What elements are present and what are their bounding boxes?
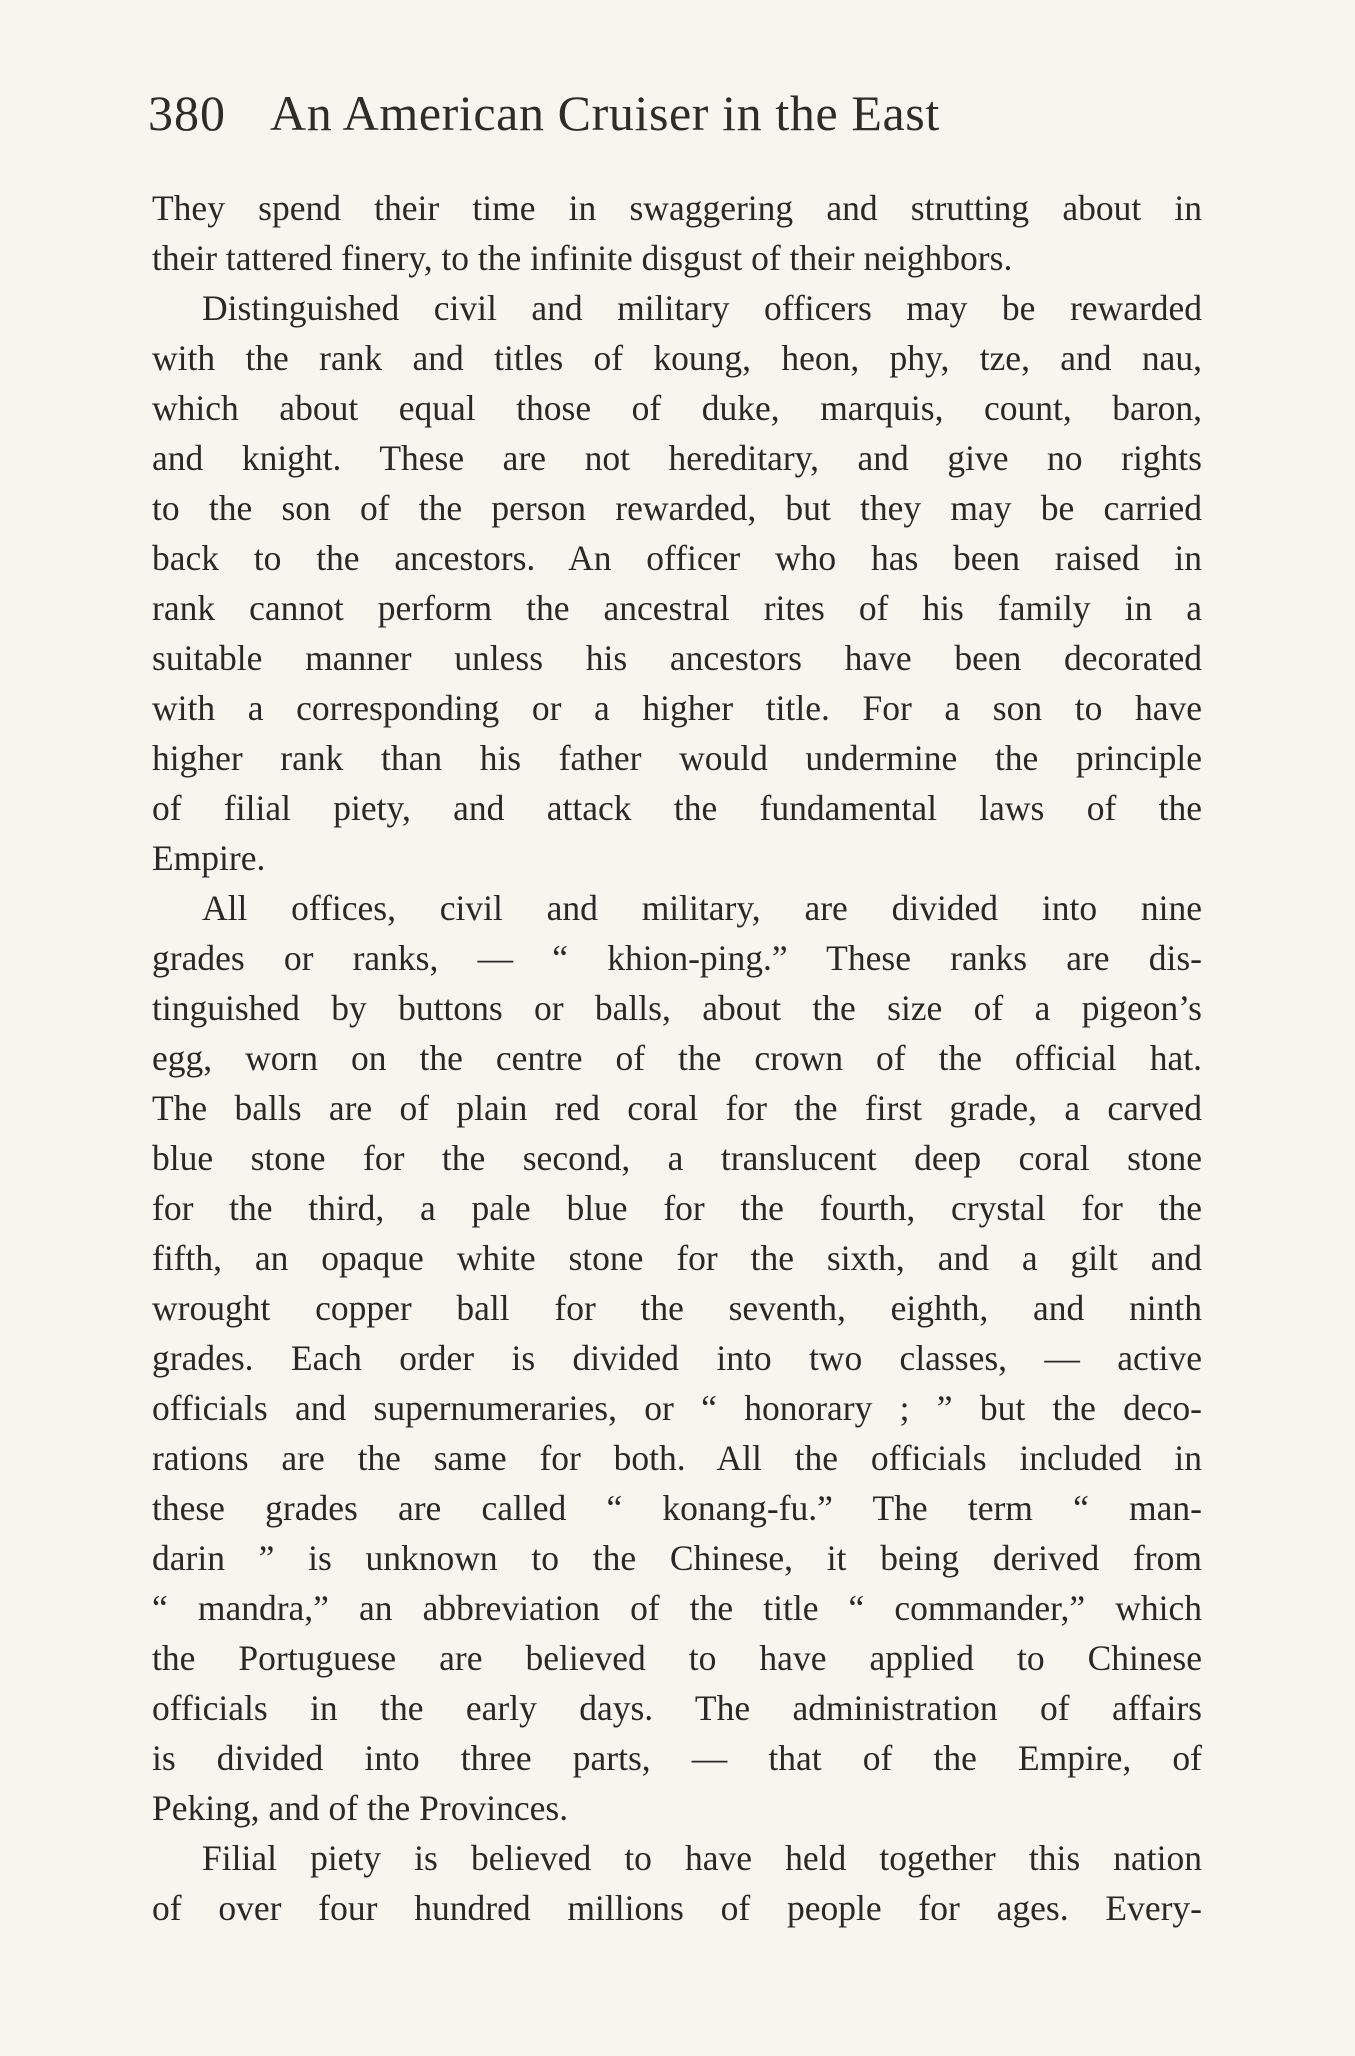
text-line: the Portuguese are believed to have applied to Chinese — [152, 1638, 1202, 1678]
text-line: suitable manner unless his ancestors have been decorated — [152, 638, 1202, 678]
text-line: grades or ranks, — “ khion-ping.” These ranks are dis- — [152, 938, 1202, 978]
text-line: rations are the same for both. All the officials included in — [152, 1438, 1202, 1478]
text-line: egg, worn on the centre of the crown of the official hat. — [152, 1038, 1202, 1078]
text-line: blue stone for the second, a translucent deep coral stone — [152, 1138, 1202, 1178]
text-line: “ mandra,” an abbreviation of the title “ commander,” which — [152, 1588, 1202, 1628]
text-line: their tattered finery, to the infinite disgust of their neighbors. — [152, 238, 1013, 278]
text-line: wrought copper ball for the seventh, eighth, and ninth — [152, 1288, 1202, 1328]
text-line: Empire. — [152, 838, 266, 878]
text-line: The balls are of plain red coral for the first grade, a carved — [152, 1088, 1202, 1128]
text-line: darin ” is unknown to the Chinese, it being derived from — [152, 1538, 1202, 1578]
text-line: higher rank than his father would undermine the principle — [152, 738, 1202, 778]
text-line: of over four hundred millions of people for ages. Every- — [152, 1888, 1202, 1928]
text-line: is divided into three parts, — that of the Empire, of — [152, 1738, 1202, 1778]
running-title: An American Cruiser in the East — [270, 85, 940, 141]
page-number: 380 — [148, 85, 226, 141]
text-line: officials in the early days. The administration of affairs — [152, 1688, 1202, 1728]
text-line: for the third, a pale blue for the fourth, crystal for the — [152, 1188, 1202, 1228]
text-line: Filial piety is believed to have held together this nation — [202, 1838, 1202, 1878]
body-text — [152, 183, 1202, 1933]
text-line: back to the ancestors. An officer who has been raised in — [152, 538, 1202, 578]
text-line: All offices, civil and military, are divided into nine — [202, 888, 1202, 928]
text-line: Peking, and of the Provinces. — [152, 1788, 569, 1828]
text-line: these grades are called “ konang-fu.” The term “ man- — [152, 1488, 1202, 1528]
running-head — [148, 84, 1208, 154]
text-line: and knight. These are not hereditary, and give no rights — [152, 438, 1202, 478]
text-line: officials and supernumeraries, or “ honorary ; ” but the deco- — [152, 1388, 1202, 1428]
text-line: tinguished by buttons or balls, about the size of a pigeon’s — [152, 988, 1202, 1028]
text-line: to the son of the person rewarded, but they may be carried — [152, 488, 1202, 528]
text-line: of filial piety, and attack the fundamental laws of the — [152, 788, 1202, 828]
text-line: grades. Each order is divided into two classes, — active — [152, 1338, 1202, 1378]
text-line: rank cannot perform the ancestral rites of his family in a — [152, 588, 1202, 628]
text-line: which about equal those of duke, marquis, count, baron, — [152, 388, 1202, 428]
text-line: Distinguished civil and military officers may be rewarded — [202, 288, 1202, 328]
text-line: They spend their time in swaggering and strutting about in — [152, 188, 1202, 228]
text-line: with the rank and titles of koung, heon, phy, tze, and nau, — [152, 338, 1202, 378]
text-line: with a corresponding or a higher title. For a son to have — [152, 688, 1202, 728]
text-line: fifth, an opaque white stone for the sixth, and a gilt and — [152, 1238, 1202, 1278]
